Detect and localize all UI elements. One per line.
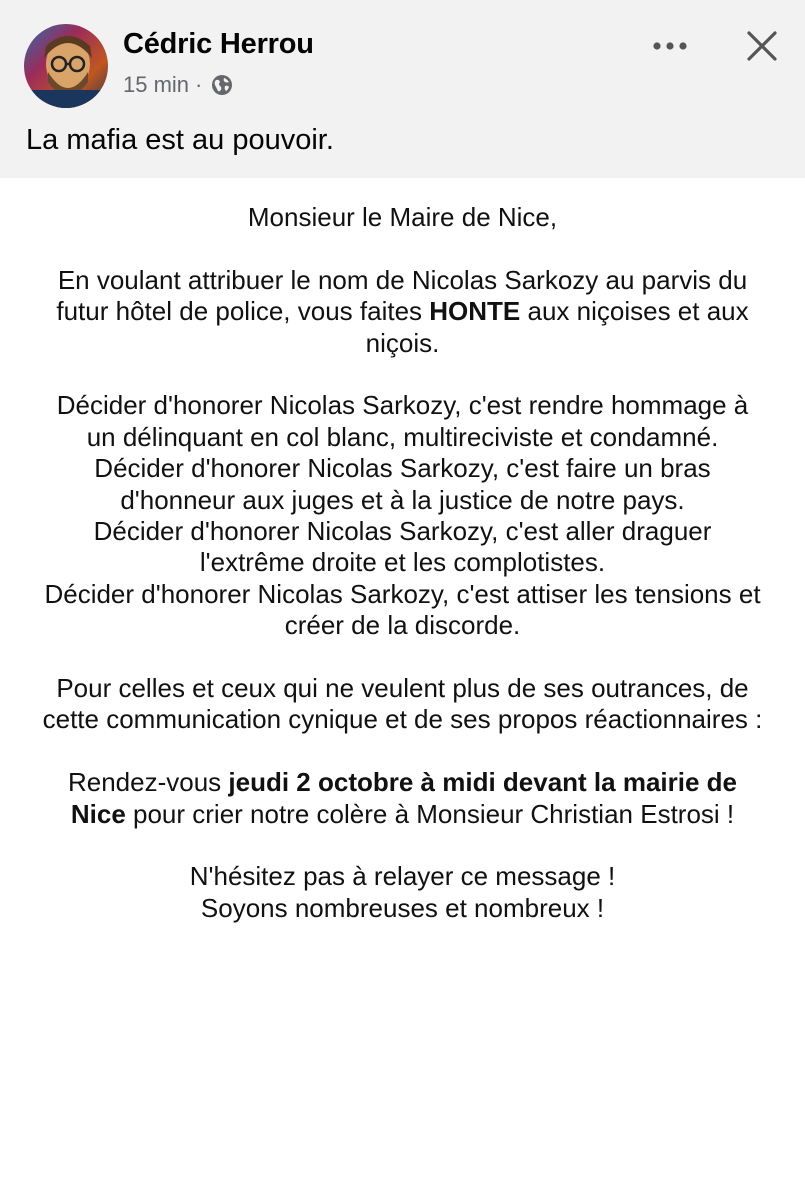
close-icon (746, 30, 778, 62)
p4-bold: jeudi 2 octobre à midi devant la mairie de Nice (70, 767, 738, 829)
letter-paragraph-3: Pour celles et ceux qui ne veulent plus de ses outrances, de cette communication cynique et de ses propos réactionnaires : (42, 673, 763, 735)
letter-paragraph-5 (40, 861, 765, 924)
p5-line-2: Soyons nombreuses et nombreux ! (200, 892, 605, 923)
p1-text-a: En voulant attribuer le nom de Nicolas Sarkozy au parvis du futur hôtel de police, vous faites (56, 264, 748, 327)
more-options-button[interactable] (648, 30, 692, 62)
p5-line-1: N'hésitez pas à relayer ce message ! (189, 861, 616, 892)
letter-text (40, 202, 765, 956)
post-caption: La mafia est au pouvoir. (26, 124, 334, 156)
meta-separator: · (195, 72, 203, 97)
letter-greeting: Monsieur le Maire de Nice, (247, 202, 558, 232)
p2-line-4: Décider d'honorer Nicolas Sarkozy, c'est attiser les tensions et créer de la discorde. (44, 578, 761, 641)
post-header (0, 0, 805, 178)
p1-text-b: aux niçoises et aux niçois. (365, 296, 749, 358)
p2-line-3: Décider d'honorer Nicolas Sarkozy, c'est aller draguer l'extrême droite et les complotistes. (93, 516, 712, 578)
p2-line-1: Décider d'honorer Nicolas Sarkozy, c'est rendre hommage à un délinquant en col blanc, multireciviste et condamné. (56, 390, 749, 452)
post-meta (123, 72, 234, 98)
letter-paragraph-2 (40, 390, 765, 641)
globe-icon (210, 73, 234, 97)
avatar-image (24, 24, 108, 108)
letter-paragraph-4 (40, 767, 765, 830)
p1-bold: HONTE (429, 296, 521, 327)
post-time[interactable]: 15 min (123, 72, 190, 97)
more-options-icon (652, 41, 688, 51)
letter-paragraph-1 (40, 265, 765, 359)
p2-line-2: Décider d'honorer Nicolas Sarkozy, c'est faire un bras d'honneur aux juges et à la justice de notre pays. (94, 453, 711, 515)
p4-text-b: pour crier notre colère à Monsieur Christian Estrosi ! (125, 798, 735, 829)
post-image-card[interactable] (0, 178, 805, 1200)
close-button[interactable] (740, 24, 784, 68)
p4-text-a: Rendez-vous (67, 767, 229, 798)
author-name[interactable]: Cédric Herrou (123, 28, 314, 60)
avatar[interactable] (24, 24, 108, 108)
